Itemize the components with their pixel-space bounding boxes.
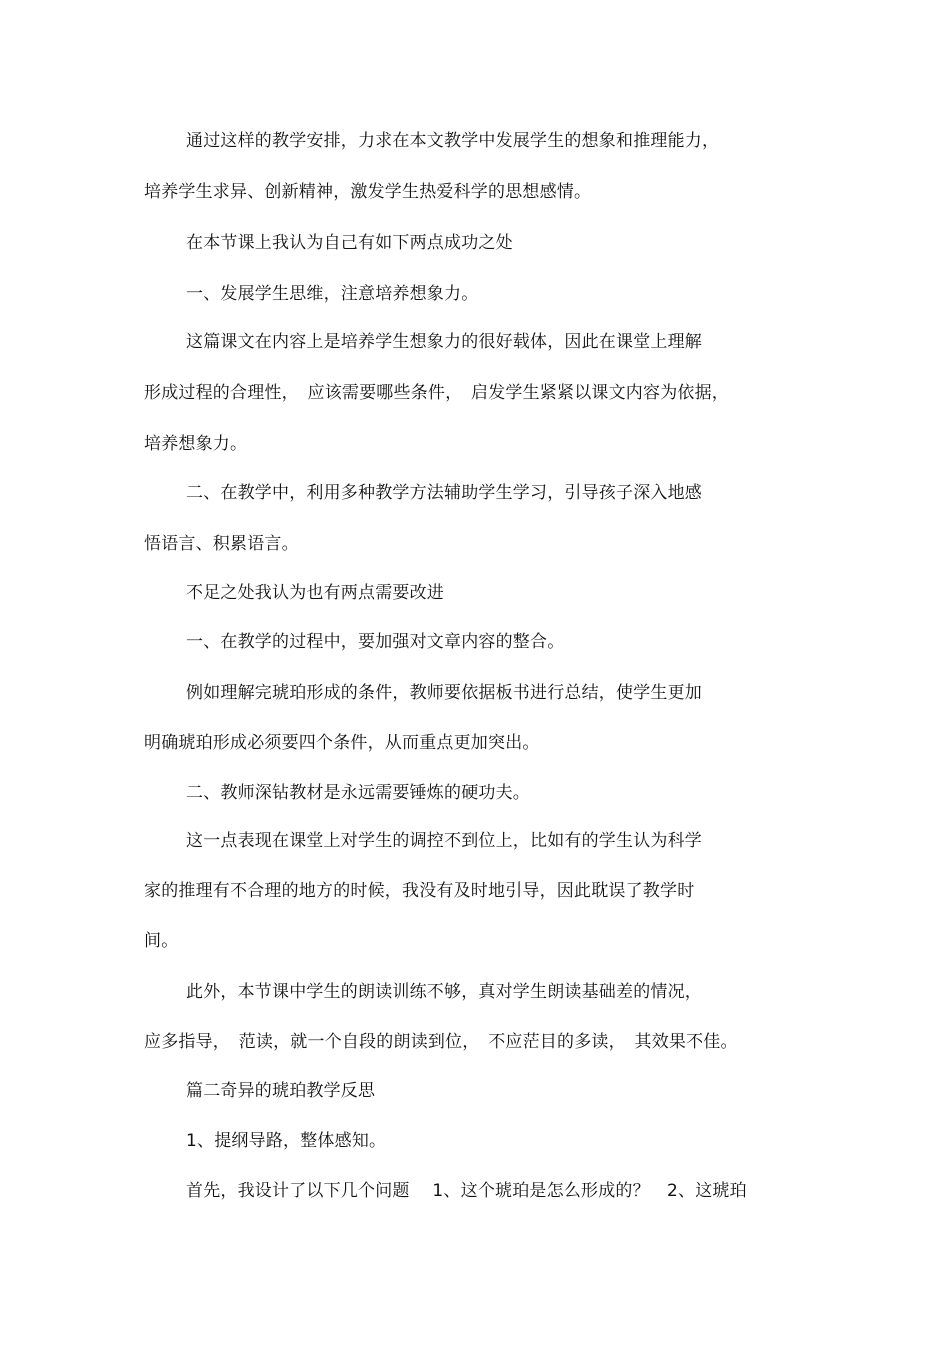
paragraph-line: 悟语言、积累语言。 [144,534,299,554]
section-heading: 一、发展学生思维，注意培养想象力。 [186,284,479,304]
paragraph-line: 例如理解完琥珀形成的条件，教师要依据板书进行总结，使学生更加 [186,683,702,703]
paragraph-line: 形成过程的合理性， 应该需要哪些条件， 启发学生紧紧以课文内容为依据， [144,383,729,403]
paragraph-line: 明确琥珀形成必须要四个条件，从而重点更加突出。 [144,733,540,753]
paragraph-line: 应多指导， 范读，就一个自段的朗读到位， 不应茫目的多读， 其效果不佳。 [144,1032,738,1052]
paragraph-line: 培养想象力。 [144,434,248,454]
paragraph-line: 间。 [144,931,179,951]
paragraph-line: 首先，我设计了以下几个问题 1、这个琥珀是怎么形成的？ 2、这琥珀 [186,1181,747,1201]
paragraph-line: 此外，本节课中学生的朗读训练不够，真对学生朗读基础差的情况， [186,982,702,1002]
section-heading: 1、提纲导路，整体感知。 [186,1131,387,1151]
paragraph-line: 家的推理有不合理的地方的时候，我没有及时地引导，因此耽误了教学时 [144,881,695,901]
section-heading: 一、在教学的过程中，要加强对文章内容的整合。 [186,632,565,652]
section-heading: 二、在教学中，利用多种教学方法辅助学生学习，引导孩子深入地感 [186,483,702,503]
paragraph-line: 在本节课上我认为自己有如下两点成功之处 [186,233,513,253]
paragraph-line: 这篇课文在内容上是培养学生想象力的很好载体，因此在课堂上理解 [186,332,702,352]
article-title: 篇二奇异的琥珀教学反思 [186,1081,376,1101]
section-heading: 二、教师深钻教材是永远需要锤炼的硬功夫。 [186,783,530,803]
paragraph-line: 不足之处我认为也有两点需要改进 [186,583,444,603]
paragraph-line: 这一点表现在课堂上对学生的调控不到位上，比如有的学生认为科学 [186,831,702,851]
paragraph-line: 培养学生求异、创新精神，激发学生热爱科学的思想感情。 [144,182,592,202]
paragraph-line: 通过这样的教学安排，力求在本文教学中发展学生的想象和推理能力， [186,131,720,151]
